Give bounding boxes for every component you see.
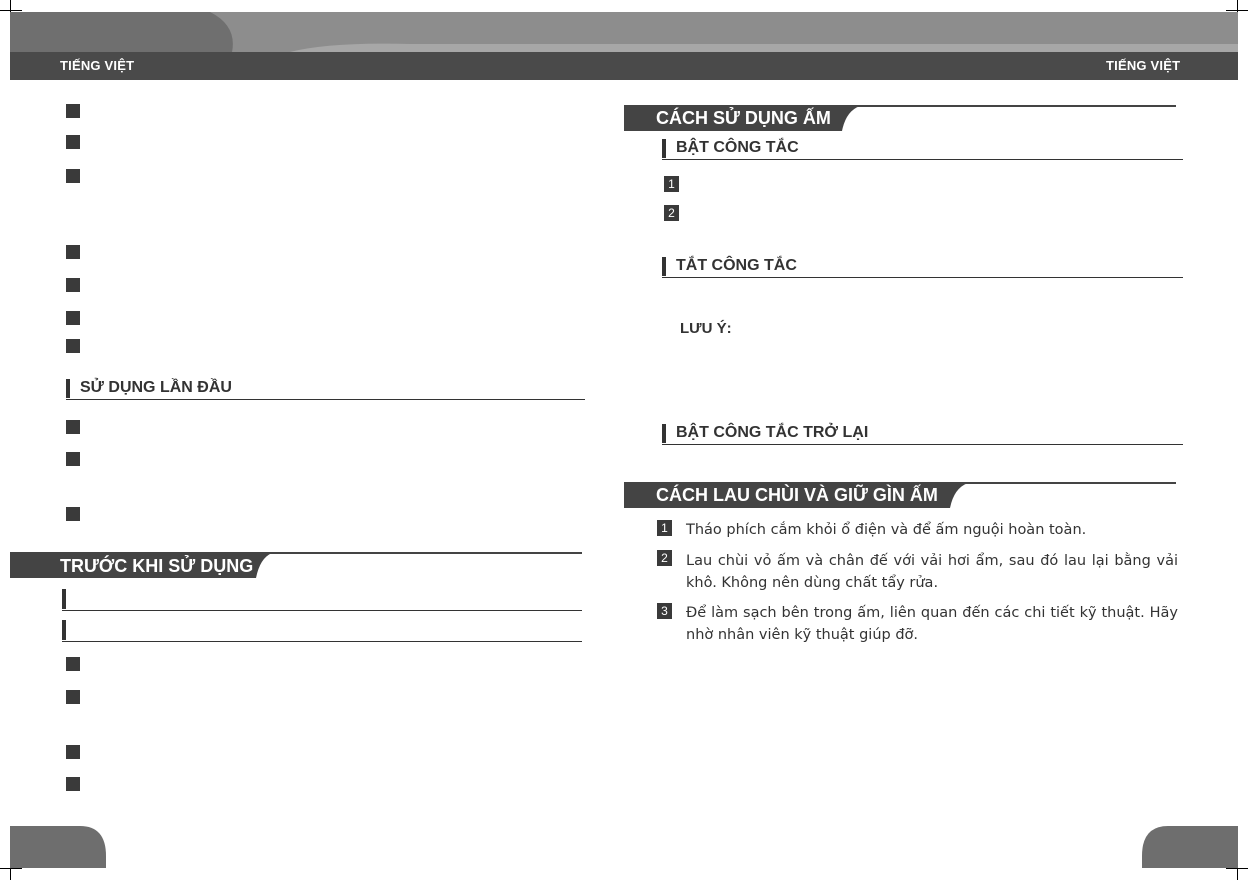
cleaning-step-number: 2: [657, 550, 672, 566]
bullet-square: [66, 278, 80, 292]
crop-mark: [0, 10, 22, 11]
note-label: LƯU Ý:: [680, 320, 732, 337]
header-language-right: TIẾNG VIỆT: [1106, 58, 1181, 73]
bullet-square: [66, 311, 80, 325]
cleaning-step-text: Để làm sạch bên trong ấm, liên quan đến các chi tiết kỹ thuật. Hãy nhờ nhân viên kỹ thuật giúp đỡ.: [686, 605, 1178, 643]
header-bar: [10, 52, 1238, 80]
step-number: 2: [664, 205, 679, 221]
bullet-square: [66, 135, 80, 149]
switch-off-heading: [662, 255, 1183, 278]
bullet-square: [66, 245, 80, 259]
first-use-heading: [66, 377, 585, 400]
page-number-tab-left: [10, 826, 106, 868]
switch-on-again-heading-text: BẬT CÔNG TẮC TRỞ LẠI: [676, 424, 869, 441]
header-language-left: TIẾNG VIỆT: [60, 58, 135, 73]
bullet-square: [66, 420, 80, 434]
switch-on-again-heading: [662, 422, 1183, 445]
bullet-square: [66, 104, 80, 118]
cleaning-step-text: Tháo phích cắm khỏi ổ điện và để ấm nguội hoàn toàn.: [686, 522, 1087, 538]
cleaning-step-number: 3: [657, 603, 672, 619]
step-number: 1: [664, 176, 679, 192]
first-use-heading-text: SỬ DỤNG LẦN ĐẦU: [80, 379, 232, 396]
bullet-square: [66, 339, 80, 353]
bullet-square: [66, 507, 80, 521]
cleaning-step-number: 1: [657, 520, 672, 536]
switch-off-heading-text: TẮT CÔNG TẮC: [676, 257, 797, 274]
bullet-square: [66, 169, 80, 183]
bullet-square: [66, 777, 80, 791]
before-use-subheading-1: [62, 588, 582, 611]
crop-mark: [0, 868, 22, 869]
switch-on-heading: [662, 137, 1183, 160]
before-use-heading: TRƯỚC KHI SỬ DỤNG: [60, 556, 254, 576]
bullet-square: [66, 745, 80, 759]
before-use-subheading-2: [62, 619, 582, 642]
cleaning-step-text: Lau chùi vỏ ấm và chân đế với vải hơi ẩm, sau đó lau lại bằng vải khô. Không nên dùng chất tẩy rửa.: [686, 553, 1178, 591]
usage-heading: CÁCH SỬ DỤNG ẤM: [656, 108, 831, 128]
cleaning-heading: CÁCH LAU CHÙI VÀ GIỮ GÌN ẤM: [656, 485, 938, 505]
bullet-square: [66, 657, 80, 671]
switch-on-heading-text: BẬT CÔNG TẮC: [676, 139, 799, 156]
bullet-square: [66, 690, 80, 704]
bullet-square: [66, 452, 80, 466]
page-number-tab-right: [1142, 826, 1238, 868]
